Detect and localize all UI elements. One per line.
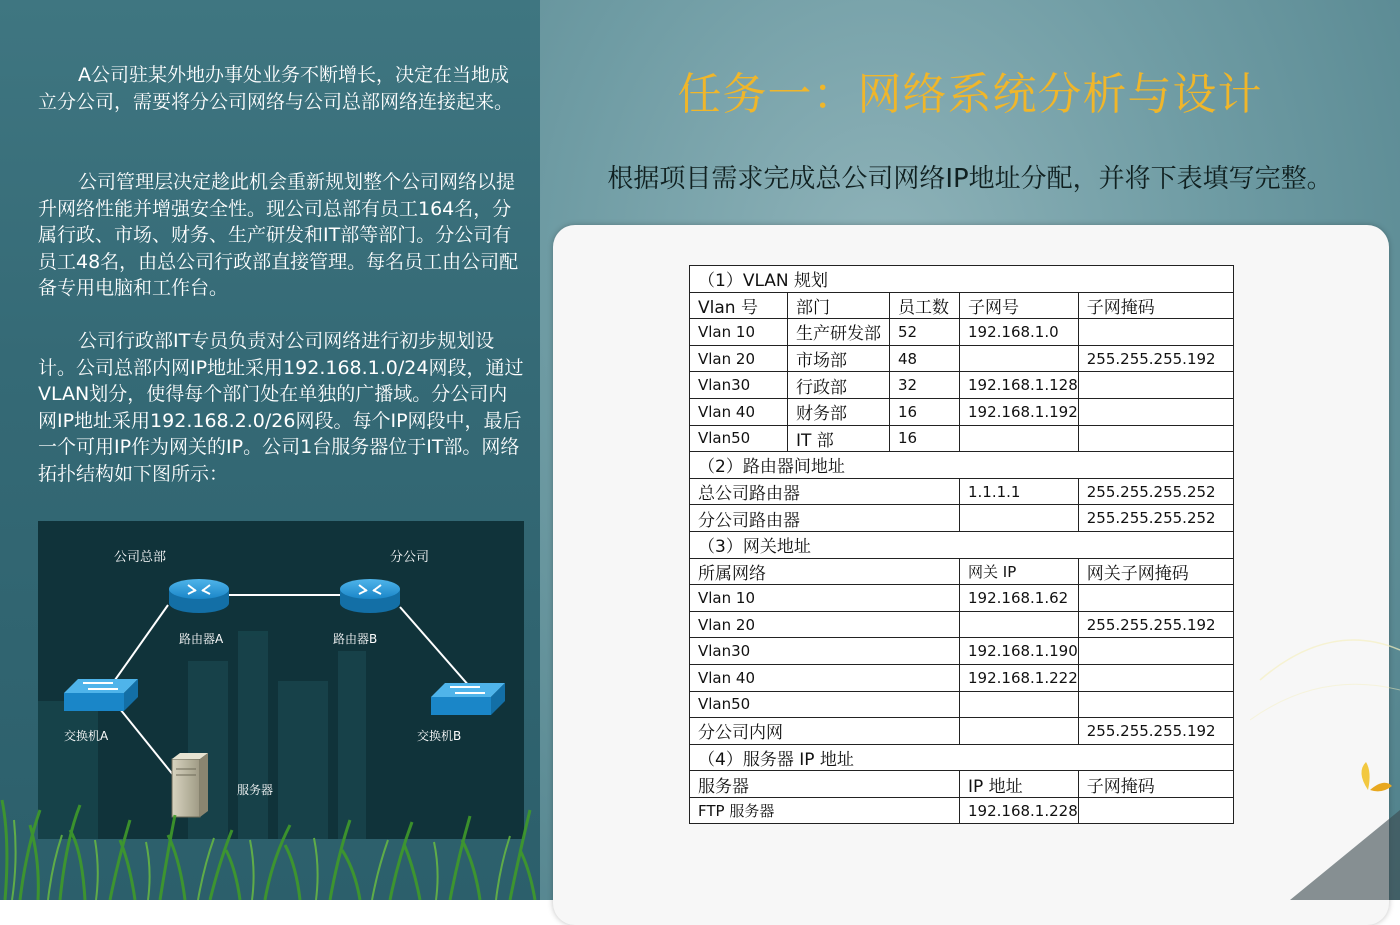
table-row	[690, 372, 1234, 399]
table-row	[690, 664, 1234, 691]
table-cell: 行政部	[788, 372, 890, 399]
page-subtitle: 根据项目需求完成总公司网络IP地址分配，并将下表填写完整。	[607, 164, 1333, 194]
table-cell	[960, 611, 1079, 638]
table-cell: Vlan30	[690, 372, 788, 399]
table-cell	[1078, 398, 1233, 425]
table-cell: 255.255.255.192	[1078, 611, 1233, 638]
intro-paragraph-2: 公司管理层决定趁此机会重新规划整个公司网络以提升网络性能并增强安全性。现公司总部有员工164名，分属行政、市场、财务、生产研发和IT部等部门。分公司有员工48名，由总公司行政部直接管理。每名员工由公司配备专用电脑和工作台。	[38, 171, 519, 299]
table-cell: Vlan50	[690, 691, 960, 718]
table-cell: FTP 服务器	[690, 797, 960, 824]
router-b-icon	[340, 579, 400, 613]
table-header-row	[690, 771, 1234, 798]
table-cell: 192.168.1.228	[960, 797, 1079, 824]
server-label: 服务器	[237, 783, 274, 797]
table-header-row	[690, 292, 1234, 319]
table-cell: 总公司路由器	[690, 478, 960, 505]
table-cell: Vlan 40	[690, 664, 960, 691]
table-row	[690, 478, 1234, 505]
branch-label: 分公司	[390, 550, 430, 565]
table-cell: 192.168.1.0	[960, 319, 1079, 346]
router-a-icon	[169, 579, 229, 613]
header-cell: 服务器	[690, 771, 960, 798]
header-cell: 员工数	[890, 292, 960, 319]
grass-decoration	[0, 780, 540, 900]
router-a-label: 路由器A	[179, 632, 224, 646]
table-cell	[1078, 372, 1233, 399]
table-cell: 48	[890, 345, 960, 372]
table-cell	[1078, 664, 1233, 691]
section-title: （2）路由器间地址	[690, 452, 1234, 479]
butterfly-icon	[1361, 762, 1392, 791]
table-cell: 192.168.1.192	[960, 398, 1079, 425]
header-cell: 网关子网掩码	[1078, 558, 1233, 585]
table-cell: Vlan 10	[690, 319, 788, 346]
table-cell: 16	[890, 425, 960, 452]
section-title: （4）服务器 IP 地址	[690, 744, 1234, 771]
table-cell: 192.168.1.222	[960, 664, 1079, 691]
header-cell: Vlan 号	[690, 292, 788, 319]
table-cell: Vlan50	[690, 425, 788, 452]
table-cell: 市场部	[788, 345, 890, 372]
ip-allocation-table	[689, 265, 1234, 824]
header-cell: 网关 IP	[960, 558, 1079, 585]
table-cell: 32	[890, 372, 960, 399]
intro-paragraph-1: A公司驻某外地办事处业务不断增长，决定在当地成立分公司，需要将分公司网络与公司总部网络连接起来。	[38, 64, 514, 113]
table-row	[690, 718, 1234, 745]
section-vlan-title-row	[690, 266, 1234, 293]
header-cell: 子网号	[960, 292, 1079, 319]
table-cell	[960, 718, 1079, 745]
table-row	[690, 505, 1234, 532]
table-cell	[960, 505, 1079, 532]
table-row	[690, 611, 1234, 638]
table-cell: Vlan 10	[690, 585, 960, 612]
table-row	[690, 797, 1234, 824]
table-cell: 255.255.255.192	[1078, 718, 1233, 745]
table-cell: 生产研发部	[788, 319, 890, 346]
page-title: 任务一：网络系统分析与设计	[677, 69, 1263, 120]
table-cell: IT 部	[788, 425, 890, 452]
header-cell: 所属网络	[690, 558, 960, 585]
table-row	[690, 691, 1234, 718]
table-row	[690, 319, 1234, 346]
table-cell	[1078, 425, 1233, 452]
table-cell: 192.168.1.128	[960, 372, 1079, 399]
hq-label: 公司总部	[114, 550, 167, 565]
table-cell	[1078, 585, 1233, 612]
table-cell: 192.168.1.190	[960, 638, 1079, 665]
section-router-title-row	[690, 452, 1234, 479]
table-cell: 1.1.1.1	[960, 478, 1079, 505]
table-cell	[960, 345, 1079, 372]
table-cell: 52	[890, 319, 960, 346]
table-row	[690, 398, 1234, 425]
header-cell: 部门	[788, 292, 890, 319]
header-cell: 子网掩码	[1078, 292, 1233, 319]
switch-a-icon	[64, 679, 138, 711]
switch-b-label: 交换机B	[417, 729, 462, 743]
header-cell: 子网掩码	[1078, 771, 1233, 798]
table-row	[690, 585, 1234, 612]
table-cell	[1078, 797, 1233, 824]
table-row	[690, 425, 1234, 452]
section-title: （3）网关地址	[690, 531, 1234, 558]
table-cell: Vlan 40	[690, 398, 788, 425]
section-title: （1）VLAN 规划	[690, 266, 1234, 293]
intro-paragraph-3: 公司行政部IT专员负责对公司网络进行初步规划设计。公司总部内网IP地址采用192.168.1.0/24网段，通过VLAN划分，使得每个部门处在单独的广播域。分公司内网IP地址采用192.168.2.0/26网段。每个IP网段中，最后一个可用IP作为网关的IP。公司1台服务器位于IT部。网络拓扑结构如下图所示：	[38, 330, 524, 485]
table-cell: 财务部	[788, 398, 890, 425]
table-cell: 16	[890, 398, 960, 425]
table-cell	[960, 425, 1079, 452]
decorative-graphic	[1250, 560, 1400, 900]
router-b-label: 路由器B	[333, 632, 378, 646]
table-header-row	[690, 558, 1234, 585]
table-row	[690, 345, 1234, 372]
table-cell: 分公司内网	[690, 718, 960, 745]
table-cell: 192.168.1.62	[960, 585, 1079, 612]
switch-b-icon	[431, 683, 505, 715]
section-gateway-title-row	[690, 531, 1234, 558]
switch-a-label: 交换机A	[64, 729, 109, 743]
table-cell: Vlan 20	[690, 611, 960, 638]
table-cell	[1078, 638, 1233, 665]
table-cell: 255.255.255.252	[1078, 505, 1233, 532]
table-cell: 分公司路由器	[690, 505, 960, 532]
table-row	[690, 638, 1234, 665]
table-cell	[960, 691, 1079, 718]
table-cell: 255.255.255.192	[1078, 345, 1233, 372]
table-cell	[1078, 691, 1233, 718]
header-cell: IP 地址	[960, 771, 1079, 798]
table-cell: Vlan 20	[690, 345, 788, 372]
table-cell: Vlan30	[690, 638, 960, 665]
table-cell: 255.255.255.252	[1078, 478, 1233, 505]
section-server-title-row	[690, 744, 1234, 771]
table-cell	[1078, 319, 1233, 346]
